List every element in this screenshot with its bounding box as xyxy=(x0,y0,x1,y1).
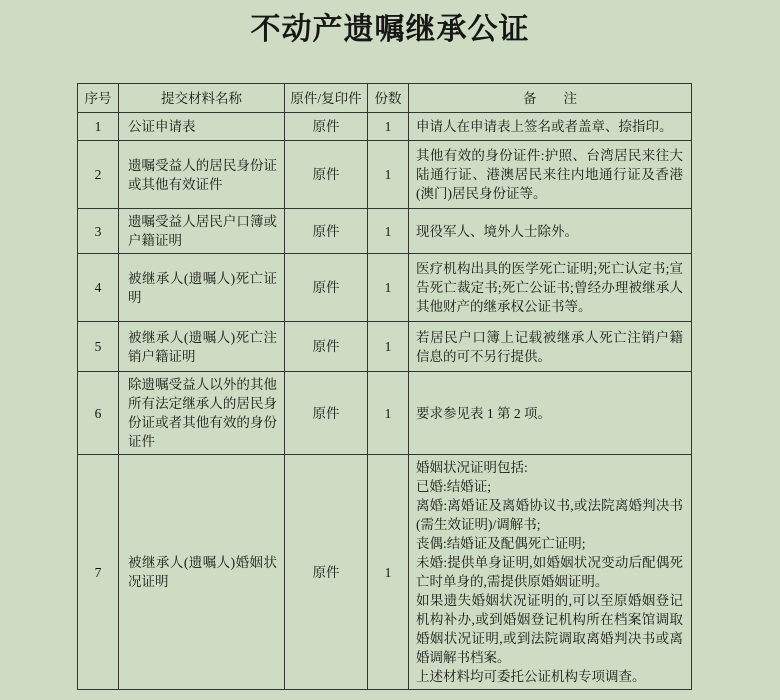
cell-material-name: 遗嘱受益人的居民身份证或其他有效证件 xyxy=(119,141,285,209)
materials-table xyxy=(77,83,692,690)
cell-copies: 1 xyxy=(368,322,409,372)
cell-original: 原件 xyxy=(285,372,368,455)
table-row-4 xyxy=(78,254,692,322)
table-row-7 xyxy=(78,455,692,690)
cell-material-name: 公证申请表 xyxy=(119,113,285,141)
remark-line: 医疗机构出具的医学死亡证明;死亡认定书;宣告死亡裁定书;死亡公证书;曾经办理被继承人其他财产的继承权公证书等。 xyxy=(416,261,683,314)
cell-material-name: 被继承人(遗嘱人)死亡证明 xyxy=(119,254,285,322)
col-header-material-name: 提交材料名称 xyxy=(119,84,285,113)
remark-line: 如果遗失婚姻状况证明的,可以至原婚姻登记机构补办,或到婚姻登记机构所在档案馆调取婚姻状况证明,或到法院调取离婚判决书或离婚调解书档案。 xyxy=(416,593,683,665)
table-row-2 xyxy=(78,141,692,209)
cell-original: 原件 xyxy=(285,254,368,322)
cell-copies: 1 xyxy=(368,372,409,455)
cell-remark xyxy=(409,455,692,690)
table-row-1 xyxy=(78,113,692,141)
cell-remark xyxy=(409,322,692,372)
table-row-6 xyxy=(78,372,692,455)
page-title: 不动产遗嘱继承公证 xyxy=(250,13,530,46)
remark-line: 婚姻状况证明包括: xyxy=(416,460,528,475)
remark-line: 现役军人、境外人士除外。 xyxy=(416,223,578,239)
remark-line: 丧偶:结婚证及配偶死亡证明; xyxy=(416,536,586,551)
cell-original: 原件 xyxy=(285,209,368,254)
remark-line: 要求参见表 1 第 2 项。 xyxy=(416,405,551,421)
cell-no: 6 xyxy=(78,372,119,455)
cell-material-name: 被继承人(遗嘱人)婚姻状况证明 xyxy=(119,455,285,690)
cell-no: 2 xyxy=(78,141,119,209)
col-header-no: 序号 xyxy=(78,84,119,113)
cell-no: 1 xyxy=(78,113,119,141)
header-row xyxy=(78,84,692,113)
cell-no: 3 xyxy=(78,209,119,254)
cell-copies: 1 xyxy=(368,113,409,141)
cell-remark xyxy=(409,209,692,254)
remark-line: 上述材料均可委托公证机构专项调查。 xyxy=(416,669,646,684)
cell-remark xyxy=(409,254,692,322)
remark-line: 若居民户口簿上记载被继承人死亡注销户籍信息的可不另行提供。 xyxy=(416,329,683,364)
table-row-5 xyxy=(78,322,692,372)
cell-no: 7 xyxy=(78,455,119,690)
cell-copies: 1 xyxy=(368,209,409,254)
cell-remark xyxy=(409,372,692,455)
cell-material-name: 被继承人(遗嘱人)死亡注销户籍证明 xyxy=(119,322,285,372)
col-header-remark: 备 注 xyxy=(409,84,692,113)
cell-material-name: 遗嘱受益人居民户口簿或户籍证明 xyxy=(119,209,285,254)
cell-remark xyxy=(409,141,692,209)
remark-line: 已婚:结婚证; xyxy=(416,479,492,494)
cell-copies: 1 xyxy=(368,254,409,322)
cell-copies: 1 xyxy=(368,455,409,690)
cell-original: 原件 xyxy=(285,455,368,690)
table-row-3 xyxy=(78,209,692,254)
remark-line: 其他有效的身份证件:护照、台湾居民来往大陆通行证、港澳居民来往内地通行证及香港(澳门)居民身份证等。 xyxy=(416,148,683,201)
remark-line: 未婚:提供单身证明,如婚姻状况变动后配偶死亡时单身的,需提供原婚姻证明。 xyxy=(416,555,683,589)
cell-original: 原件 xyxy=(285,113,368,141)
cell-copies: 1 xyxy=(368,141,409,209)
cell-original: 原件 xyxy=(285,141,368,209)
remark-line: 离婚:离婚证及离婚协议书,或法院离婚判决书(需生效证明)/调解书; xyxy=(416,498,683,532)
cell-no: 5 xyxy=(78,322,119,372)
cell-no: 4 xyxy=(78,254,119,322)
col-header-copies: 份数 xyxy=(368,84,409,113)
col-header-original-copy: 原件/复印件 xyxy=(285,84,368,113)
cell-original: 原件 xyxy=(285,322,368,372)
cell-remark xyxy=(409,113,692,141)
remark-line: 申请人在申请表上签名或者盖章、捺指印。 xyxy=(416,119,673,134)
cell-material-name: 除遗嘱受益人以外的其他所有法定继承人的居民身份证或者其他有效的身份证件 xyxy=(119,372,285,455)
